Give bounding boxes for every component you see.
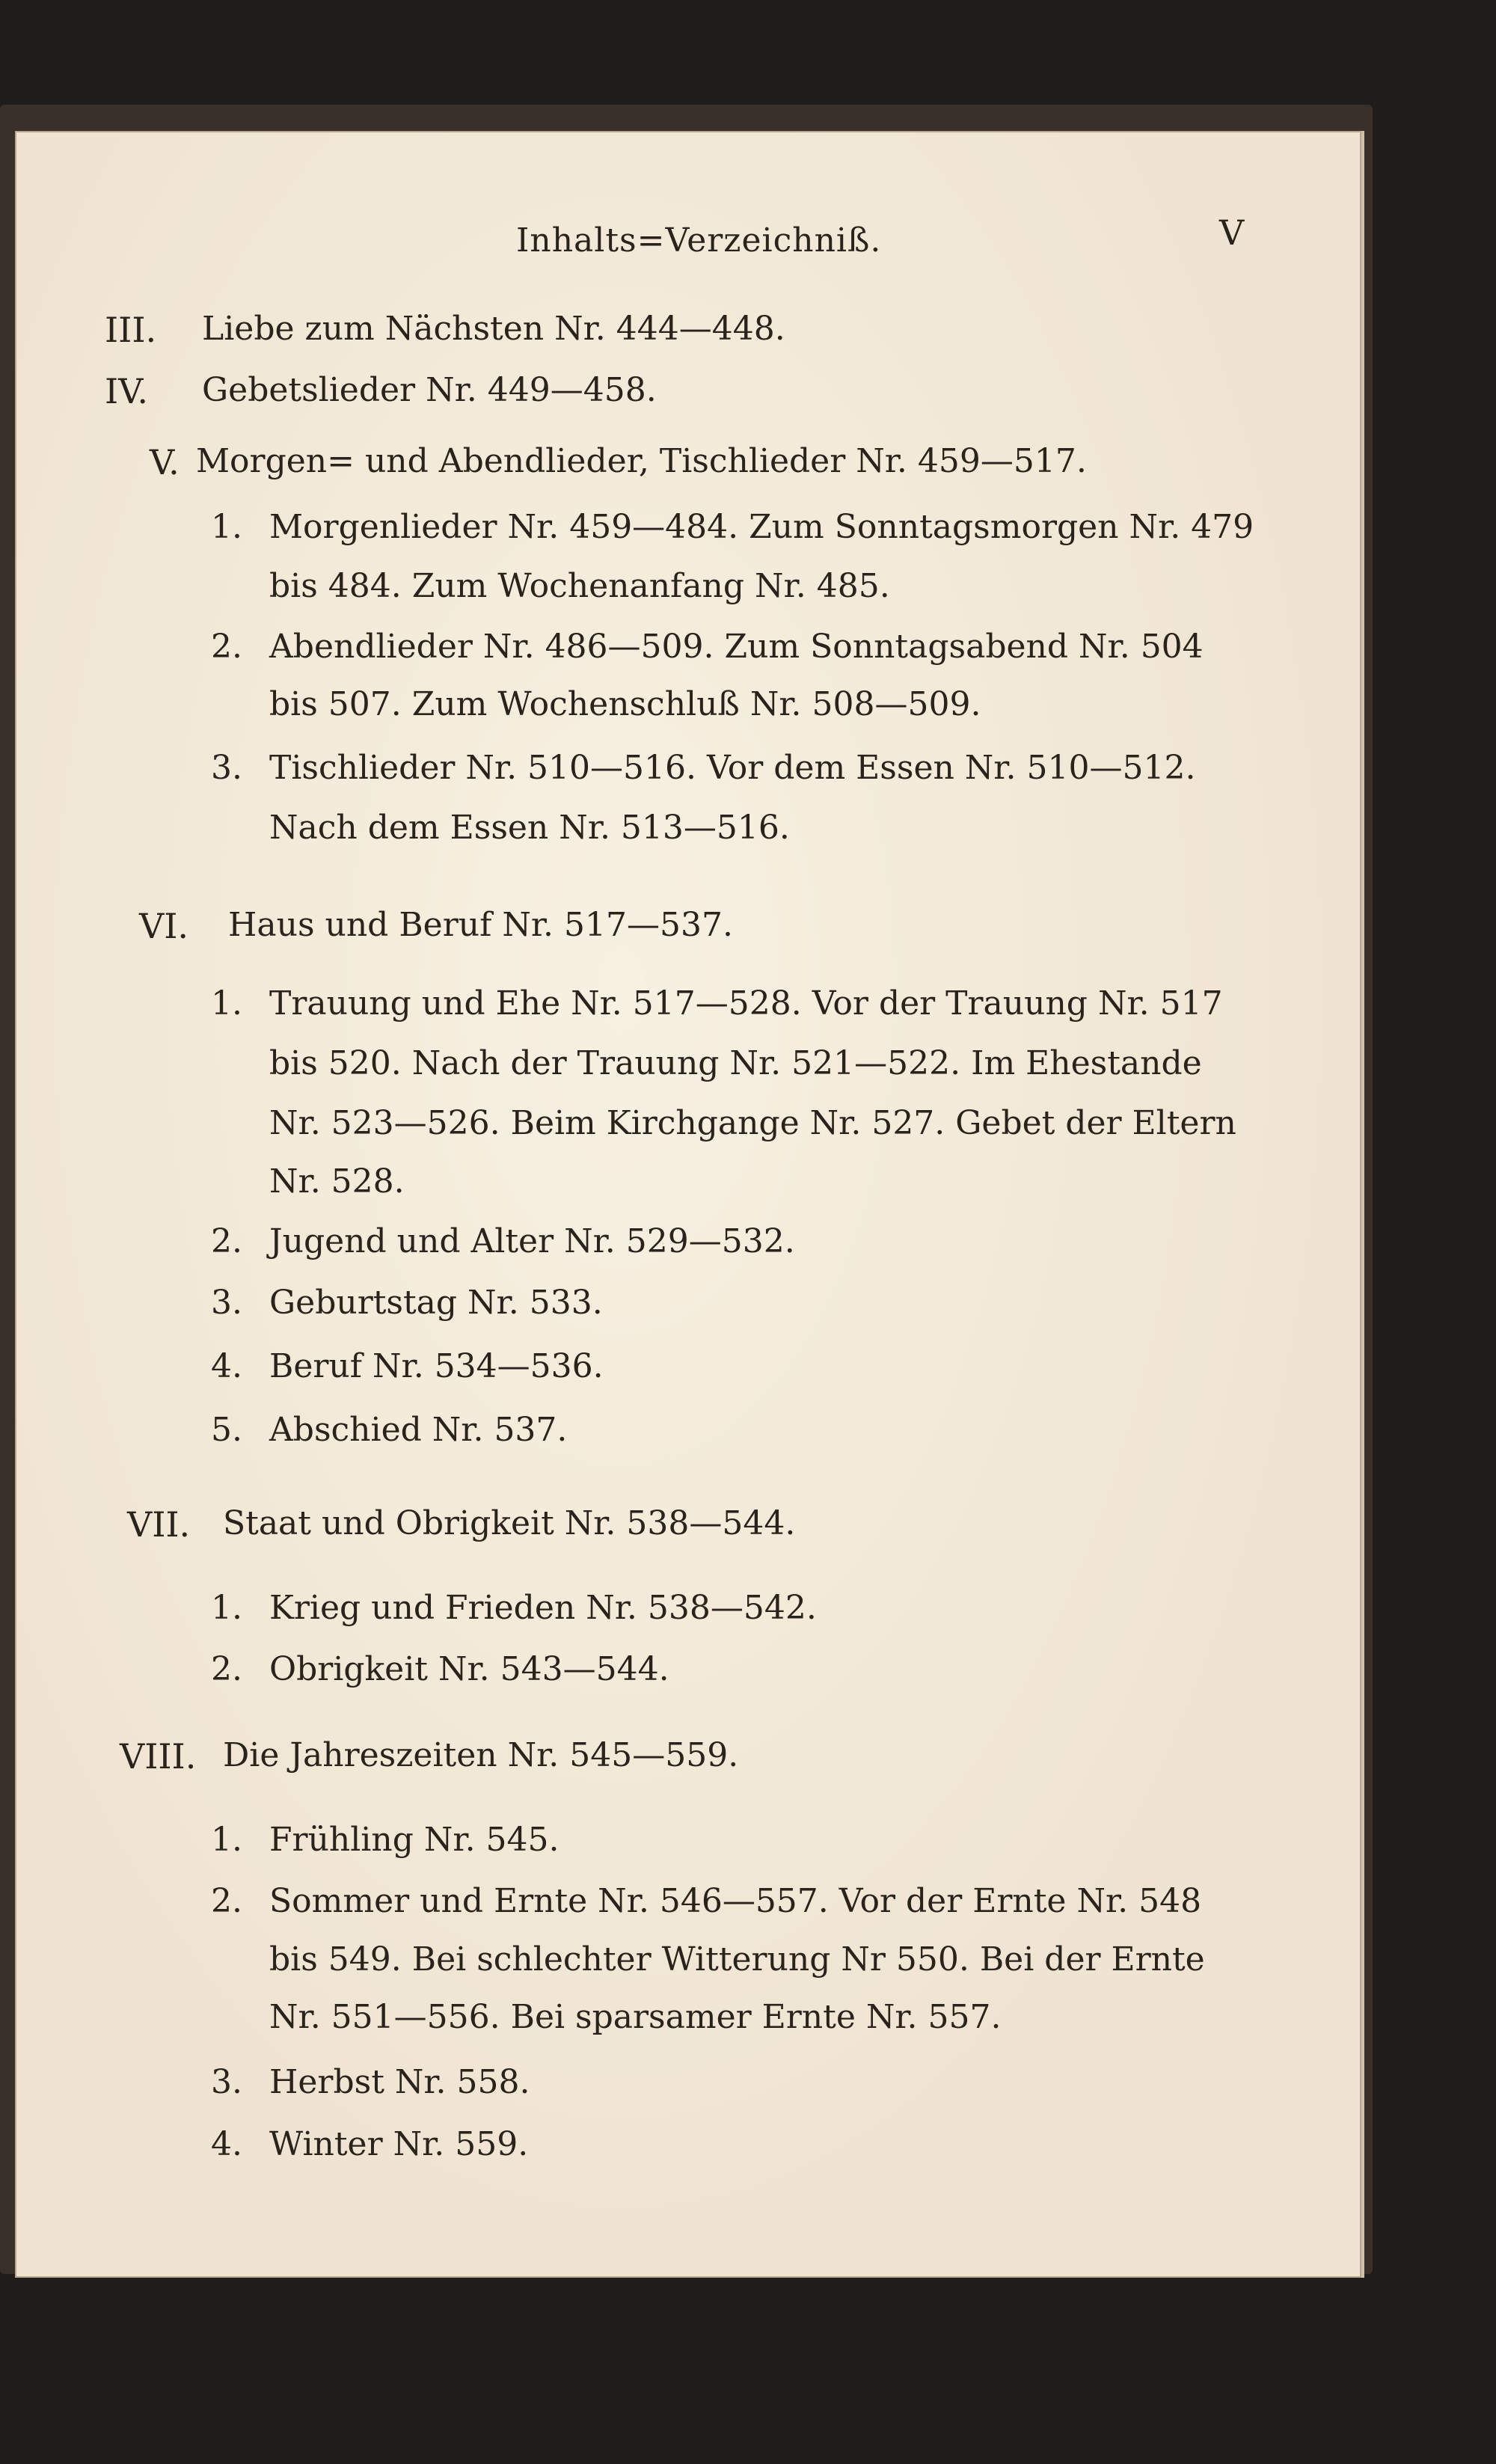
item-number: 2. (211, 1882, 242, 1920)
item-text-continued: bis 484. Zum Wochenanfang Nr. 485. (269, 567, 890, 605)
item-text-continued: Nr. 528. (269, 1162, 405, 1201)
item-number: 5. (211, 1411, 242, 1449)
item-number: 4. (211, 1347, 242, 1385)
section-title: Morgen= und Abendlieder, Tischlieder Nr. 459—517. (196, 442, 1087, 480)
item-text: Beruf Nr. 534—536. (269, 1347, 604, 1385)
item-number: 1. (211, 1821, 242, 1859)
item-number: 3. (211, 1284, 242, 1322)
item-text: Sommer und Ernte Nr. 546—557. Vor der Ernte Nr. 548 (269, 1882, 1202, 1920)
page-number: V (1219, 212, 1245, 253)
item-text-continued: Nach dem Essen Nr. 513—516. (269, 809, 790, 847)
item-text: Trauung und Ehe Nr. 517—528. Vor der Trauung Nr. 517 (269, 984, 1223, 1023)
item-number: 2. (211, 1222, 242, 1260)
page-header-title: Inhalts=Verzeichniß. (516, 221, 882, 260)
item-text: Winter Nr. 559. (269, 2125, 529, 2163)
item-text: Geburtstag Nr. 533. (269, 1284, 603, 1322)
item-text: Morgenlieder Nr. 459—484. Zum Sonntagsmorgen Nr. 479 (269, 508, 1254, 546)
section-number: VI. (139, 906, 189, 946)
section-number: III. (105, 310, 157, 350)
item-text: Krieg und Frieden Nr. 538—542. (269, 1589, 817, 1627)
section-title: Haus und Beruf Nr. 517—537. (228, 906, 733, 944)
item-number: 3. (211, 749, 242, 787)
section-title: Staat und Obrigkeit Nr. 538—544. (223, 1504, 796, 1542)
section-number: VII. (127, 1504, 191, 1545)
item-text: Jugend und Alter Nr. 529—532. (269, 1222, 795, 1260)
item-number: 1. (211, 508, 242, 546)
section-number: V. (150, 442, 180, 482)
item-text: Abschied Nr. 537. (269, 1411, 568, 1449)
section-number: IV. (105, 371, 148, 411)
item-text-continued: Nr. 523—526. Beim Kirchgange Nr. 527. Gebet der Eltern (269, 1104, 1236, 1142)
item-text-continued: bis 520. Nach der Trauung Nr. 521—522. Im Ehestande (269, 1044, 1202, 1082)
item-text-continued: bis 549. Bei schlechter Witterung Nr 550. Bei der Ernte (269, 1940, 1205, 1979)
item-text: Herbst Nr. 558. (269, 2063, 530, 2101)
item-text: Abendlieder Nr. 486—509. Zum Sonntagsabend Nr. 504 (269, 628, 1204, 666)
item-number: 2. (211, 1650, 242, 1688)
section-title: Gebetslieder Nr. 449—458. (202, 371, 657, 409)
section-number: VIII. (120, 1736, 197, 1777)
item-number: 2. (211, 628, 242, 666)
item-number: 4. (211, 2125, 242, 2163)
item-text-continued: Nr. 551—556. Bei sparsamer Ernte Nr. 557. (269, 1998, 1002, 2036)
section-title: Die Jahreszeiten Nr. 545—559. (223, 1736, 739, 1774)
item-text: Tischlieder Nr. 510—516. Vor dem Essen Nr. 510—512. (269, 749, 1196, 787)
item-number: 3. (211, 2063, 242, 2101)
item-text-continued: bis 507. Zum Wochenschluß Nr. 508—509. (269, 685, 981, 723)
item-number: 1. (211, 1589, 242, 1627)
item-text: Obrigkeit Nr. 543—544. (269, 1650, 669, 1688)
item-number: 1. (211, 984, 242, 1023)
item-text: Frühling Nr. 545. (269, 1821, 560, 1859)
section-title: Liebe zum Nächsten Nr. 444—448. (202, 310, 785, 348)
